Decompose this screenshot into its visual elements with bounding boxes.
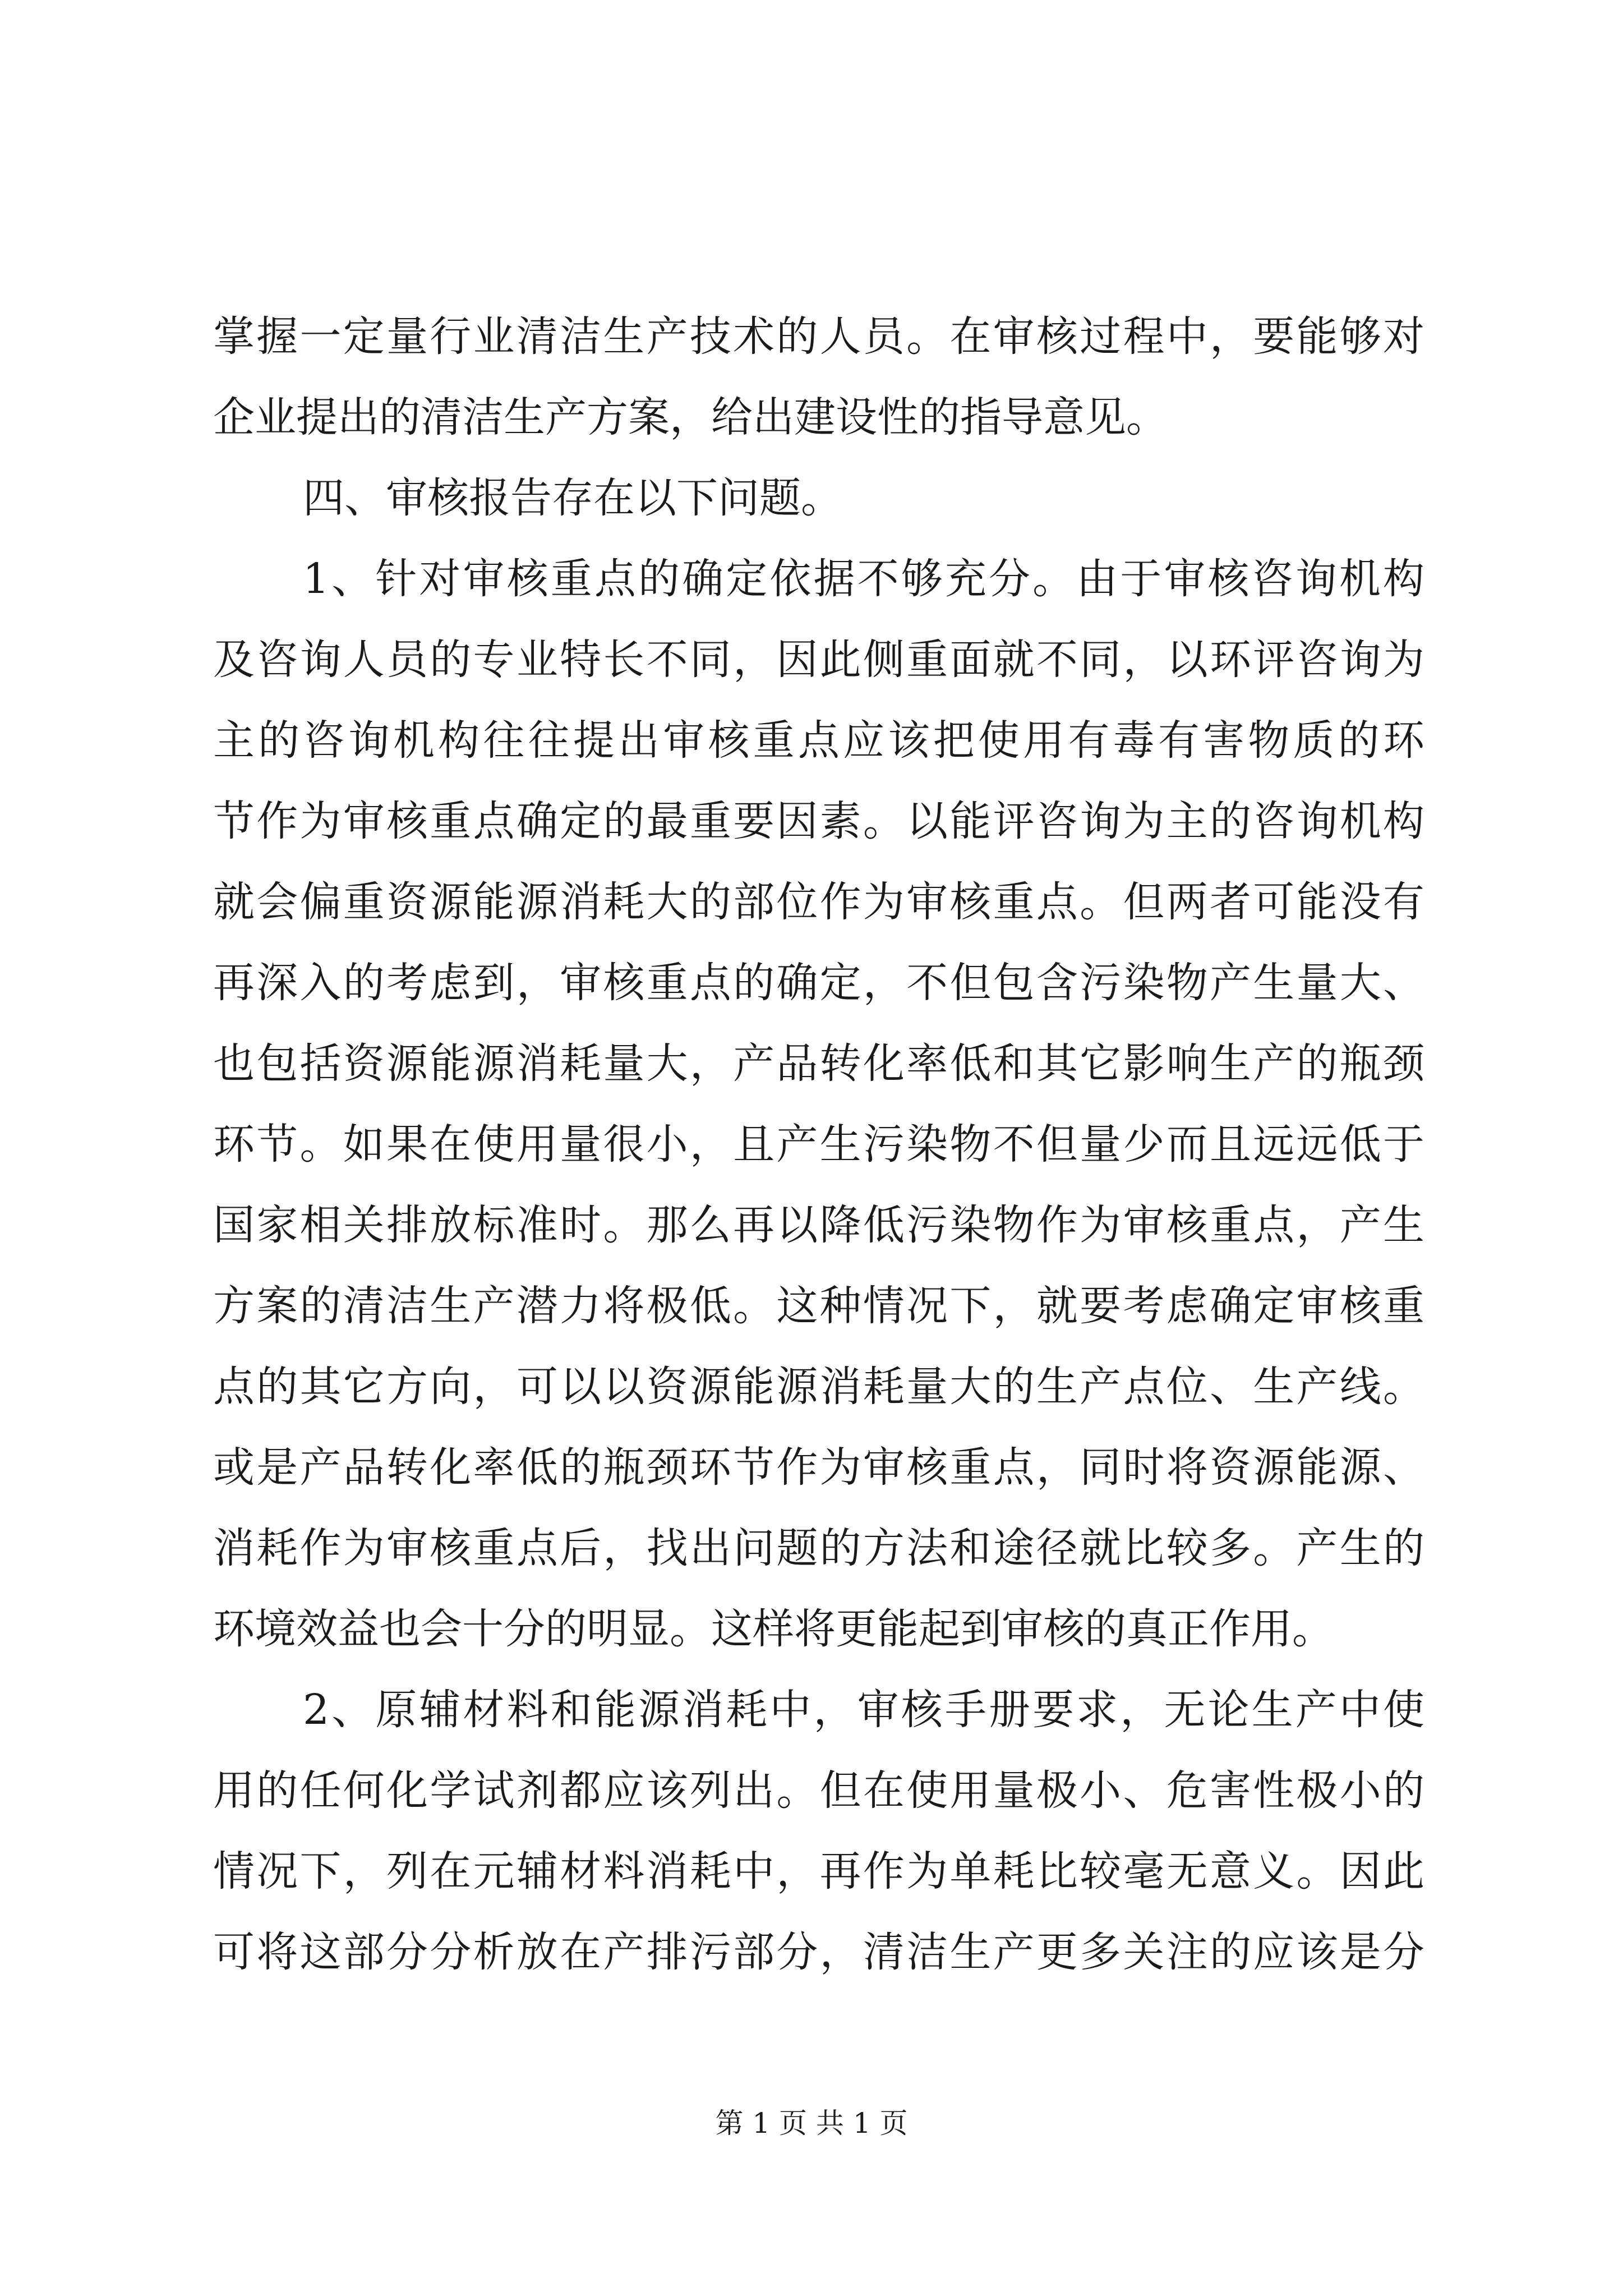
text-line: 消耗作为审核重点后，找出问题的方法和途径就比较多。产生的 [213,1524,1424,1572]
section-heading: 四、审核报告存在以下问题。 [303,474,842,522]
text-line: 环境效益也会十分的明显。这样将更能起到审核的真正作用。 [213,1605,1334,1653]
text-line: 主的咨询机构往往提出审核重点应该把使用有毒有害物质的环 [213,716,1424,765]
text-line: 2、原辅材料和能源消耗中，审核手册要求，无论生产中使 [303,1686,1424,1734]
page-number: 第 1 页 共 1 页 [715,2107,908,2139]
text-line: 也包括资源能源消耗量大，产品转化率低和其它影响生产的瓶颈 [213,1039,1424,1088]
body-text [213,296,1424,1993]
text-line: 企业提出的清洁生产方案，给出建设性的指导意见。 [213,393,1168,441]
text-line: 国家相关排放标准时。那么再以降低污染物作为审核重点，产生 [213,1201,1424,1249]
page-footer [0,2104,1623,2143]
text-line: 或是产品转化率低的瓶颈环节作为审核重点，同时将资源能源、 [213,1443,1424,1492]
text-line: 情况下，列在元辅材料消耗中，再作为单耗比较毫无意义。因此 [213,1847,1424,1895]
text-line: 节作为审核重点确定的最重要因素。以能评咨询为主的咨询机构 [213,797,1424,845]
text-line: 点的其它方向，可以以资源能源消耗量大的生产点位、生产线。 [213,1363,1424,1411]
text-line: 掌握一定量行业清洁生产技术的人员。在审核过程中，要能够对 [213,312,1424,361]
text-line: 及咨询人员的专业特长不同，因此侧重面就不同，以环评咨询为 [213,636,1424,684]
text-line: 用的任何化学试剂都应该列出。但在使用量极小、危害性极小的 [213,1766,1424,1815]
text-line: 1、针对审核重点的确定依据不够充分。由于审核咨询机构 [303,555,1424,603]
text-line: 方案的清洁生产潜力将极低。这种情况下，就要考虑确定审核重 [213,1282,1424,1330]
text-line: 再深入的考虑到，审核重点的确定，不但包含污染物产生量大、 [213,959,1424,1007]
text-line: 环节。如果在使用量很小，且产生污染物不但量少而且远远低于 [213,1120,1424,1168]
text-line: 就会偏重资源能源消耗大的部位作为审核重点。但两者可能没有 [213,878,1424,926]
text-line: 可将这部分分析放在产排污部分，清洁生产更多关注的应该是分 [213,1928,1424,1976]
